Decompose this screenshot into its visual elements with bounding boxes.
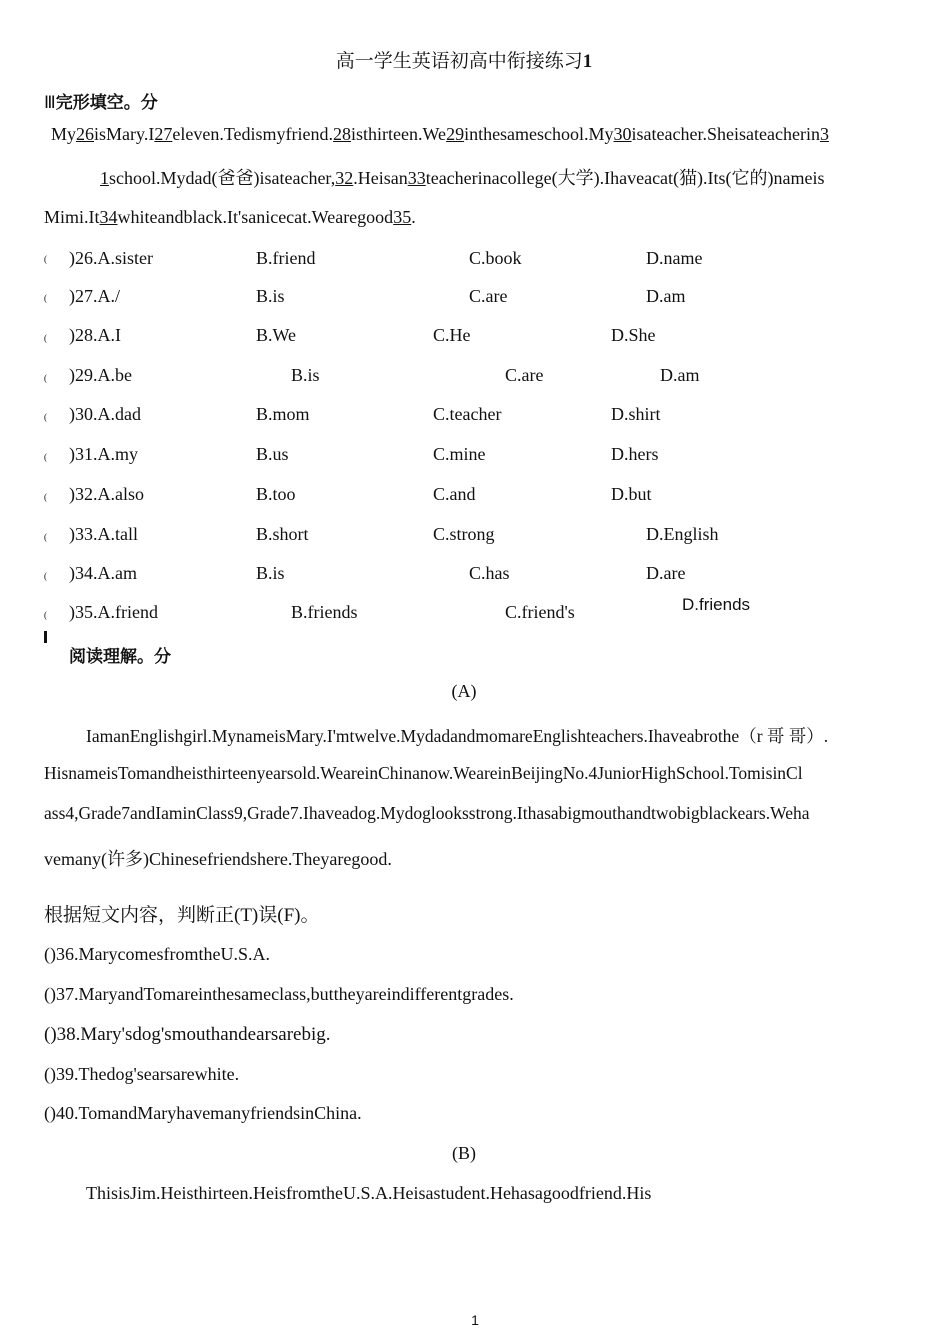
answer-paren: ( [44,333,47,343]
title-text: 高一学生英语初高中衔接练习 [335,51,583,72]
section-marker [44,631,47,643]
page-number: 1 [471,1312,479,1328]
cloze-line-1 [51,124,829,145]
answer-paren: ( [44,532,47,542]
option-c: C.strong [433,524,495,544]
option-d: D.English [646,524,719,544]
cloze-line-2 [100,164,825,190]
section-label: 阅读理解。分 [69,647,171,667]
tf-question-38: ()38.Mary'sdog'smouthandearsarebig. [44,1024,331,1045]
option-d: D.am [646,286,686,306]
blank-31-part2: 1 [100,168,109,188]
option-c: C.mine [433,444,486,464]
tf-question-36: ()36.MarycomesfromtheU.S.A. [44,944,270,964]
blank-32: 32 [335,168,354,188]
cloze-text: eleven.Tedismyfriend. [172,124,334,144]
option-b: B.too [256,484,296,504]
blank-31-part1: 3 [819,124,829,144]
option-b: B.friends [291,602,358,622]
cloze-text: teacherinacollege(大学).Ihaveacat(猫).Its(它的)nameis [425,168,825,188]
option-a: )26.A.sister [69,248,153,268]
option-a: )34.A.am [69,563,137,583]
answer-paren: ( [44,373,47,383]
answer-paren: ( [44,412,47,422]
option-c: C.are [469,286,508,306]
option-c: C.He [433,325,471,345]
option-c: C.book [469,248,522,268]
blank-30: 30 [613,124,632,144]
cloze-text: whiteandblack.It'sanicecat.Wearegood [117,207,394,227]
tf-instruction: 根据短文内容，判断正(T)误(F)。 [44,905,320,926]
answer-paren: ( [44,452,47,462]
tf-question-37: ()37.MaryandTomareinthesameclass,buttheyareindifferentgrades. [44,984,514,1004]
option-a: )35.A.friend [69,602,158,622]
section-heading-cloze [44,88,158,113]
answer-paren: ( [44,610,47,620]
option-c: C.has [469,563,510,583]
tf-question-39: ()39.Thedog'searsarewhite. [44,1064,240,1084]
option-b: B.friend [256,248,316,268]
option-d: D.name [646,248,703,268]
option-b: B.mom [256,404,310,424]
passage-a-line-2: HisnameisTomandheisthirteenyearsold.WeareinChinanow.WeareinBeijingNo.4JuniorHighSchool.TomisinCl [44,763,803,783]
answer-paren: ( [44,254,47,264]
cloze-text: .Heisan [353,168,408,188]
cloze-text: . [411,207,416,227]
option-d: D.She [611,325,656,345]
option-d: D.but [611,484,652,504]
cloze-line-3 [44,207,416,228]
option-d: D.are [646,563,686,583]
option-b: B.us [256,444,289,464]
answer-paren: ( [44,571,47,581]
option-b: B.We [256,325,297,345]
option-d: D.friends [682,595,751,614]
blank-34: 34 [99,207,118,227]
section-roman: Ⅲ [44,93,56,113]
answer-paren: ( [44,293,47,303]
page-title [0,46,928,73]
option-c: C.teacher [433,404,502,424]
cloze-text: isMary.I [94,124,155,144]
blank-27: 27 [154,124,173,144]
cloze-text: isthirteen.We [351,124,447,144]
passage-b-heading: (B) [452,1143,476,1163]
option-a: )31.A.my [69,444,138,464]
option-b: B.is [291,365,320,385]
option-b: B.is [256,286,285,306]
section-label: 完形填空。分 [55,93,158,113]
cloze-text: isateacher.Sheisateacherin [631,124,820,144]
passage-a-line-3: ass4,Grade7andIaminClass9,Grade7.Ihaveadog.Mydoglooksstrong.Ithasabigmouthandtwobigblackears.Weha [44,803,810,823]
cloze-text: school.Mydad(爸爸)isateacher, [109,168,336,188]
option-d: D.am [660,365,700,385]
option-b: B.is [256,563,285,583]
option-a: )29.A.be [69,365,132,385]
passage-a-line-1: IamanEnglishgirl.MynameisMary.I'mtwelve.MydadandmomareEnglishteachers.Ihaveabrothe（r 哥 哥）. [86,726,829,746]
option-c: C.friend's [505,602,575,622]
option-d: D.hers [611,444,659,464]
cloze-text: inthesameschool.My [464,124,614,144]
blank-26: 26 [76,124,95,144]
title-number: 1 [582,51,593,72]
passage-a-heading: (A) [451,681,477,701]
option-a: )30.A.dad [69,404,141,424]
passage-b-line-1: ThisisJim.Heisthirteen.HeisfromtheU.S.A.Heisastudent.Hehasagoodfriend.His [86,1183,652,1203]
section-heading-reading [69,642,171,667]
cloze-text: Mimi.It [44,207,100,227]
option-d: D.shirt [611,404,661,424]
cloze-text: My [51,124,77,144]
option-c: C.and [433,484,476,504]
option-c: C.are [505,365,544,385]
option-a: )33.A.tall [69,524,138,544]
option-b: B.short [256,524,309,544]
option-a: )27.A./ [69,286,120,306]
blank-29: 29 [446,124,465,144]
tf-question-40: ()40.TomandMaryhavemanyfriendsinChina. [44,1103,362,1123]
answer-paren: ( [44,492,47,502]
blank-33: 33 [407,168,426,188]
blank-35: 35 [393,207,412,227]
option-a: )32.A.also [69,484,144,504]
option-a: )28.A.I [69,325,121,345]
passage-a-line-4: vemany(许多)Chinesefriendshere.Theyaregood. [44,849,392,869]
blank-28: 28 [333,124,352,144]
